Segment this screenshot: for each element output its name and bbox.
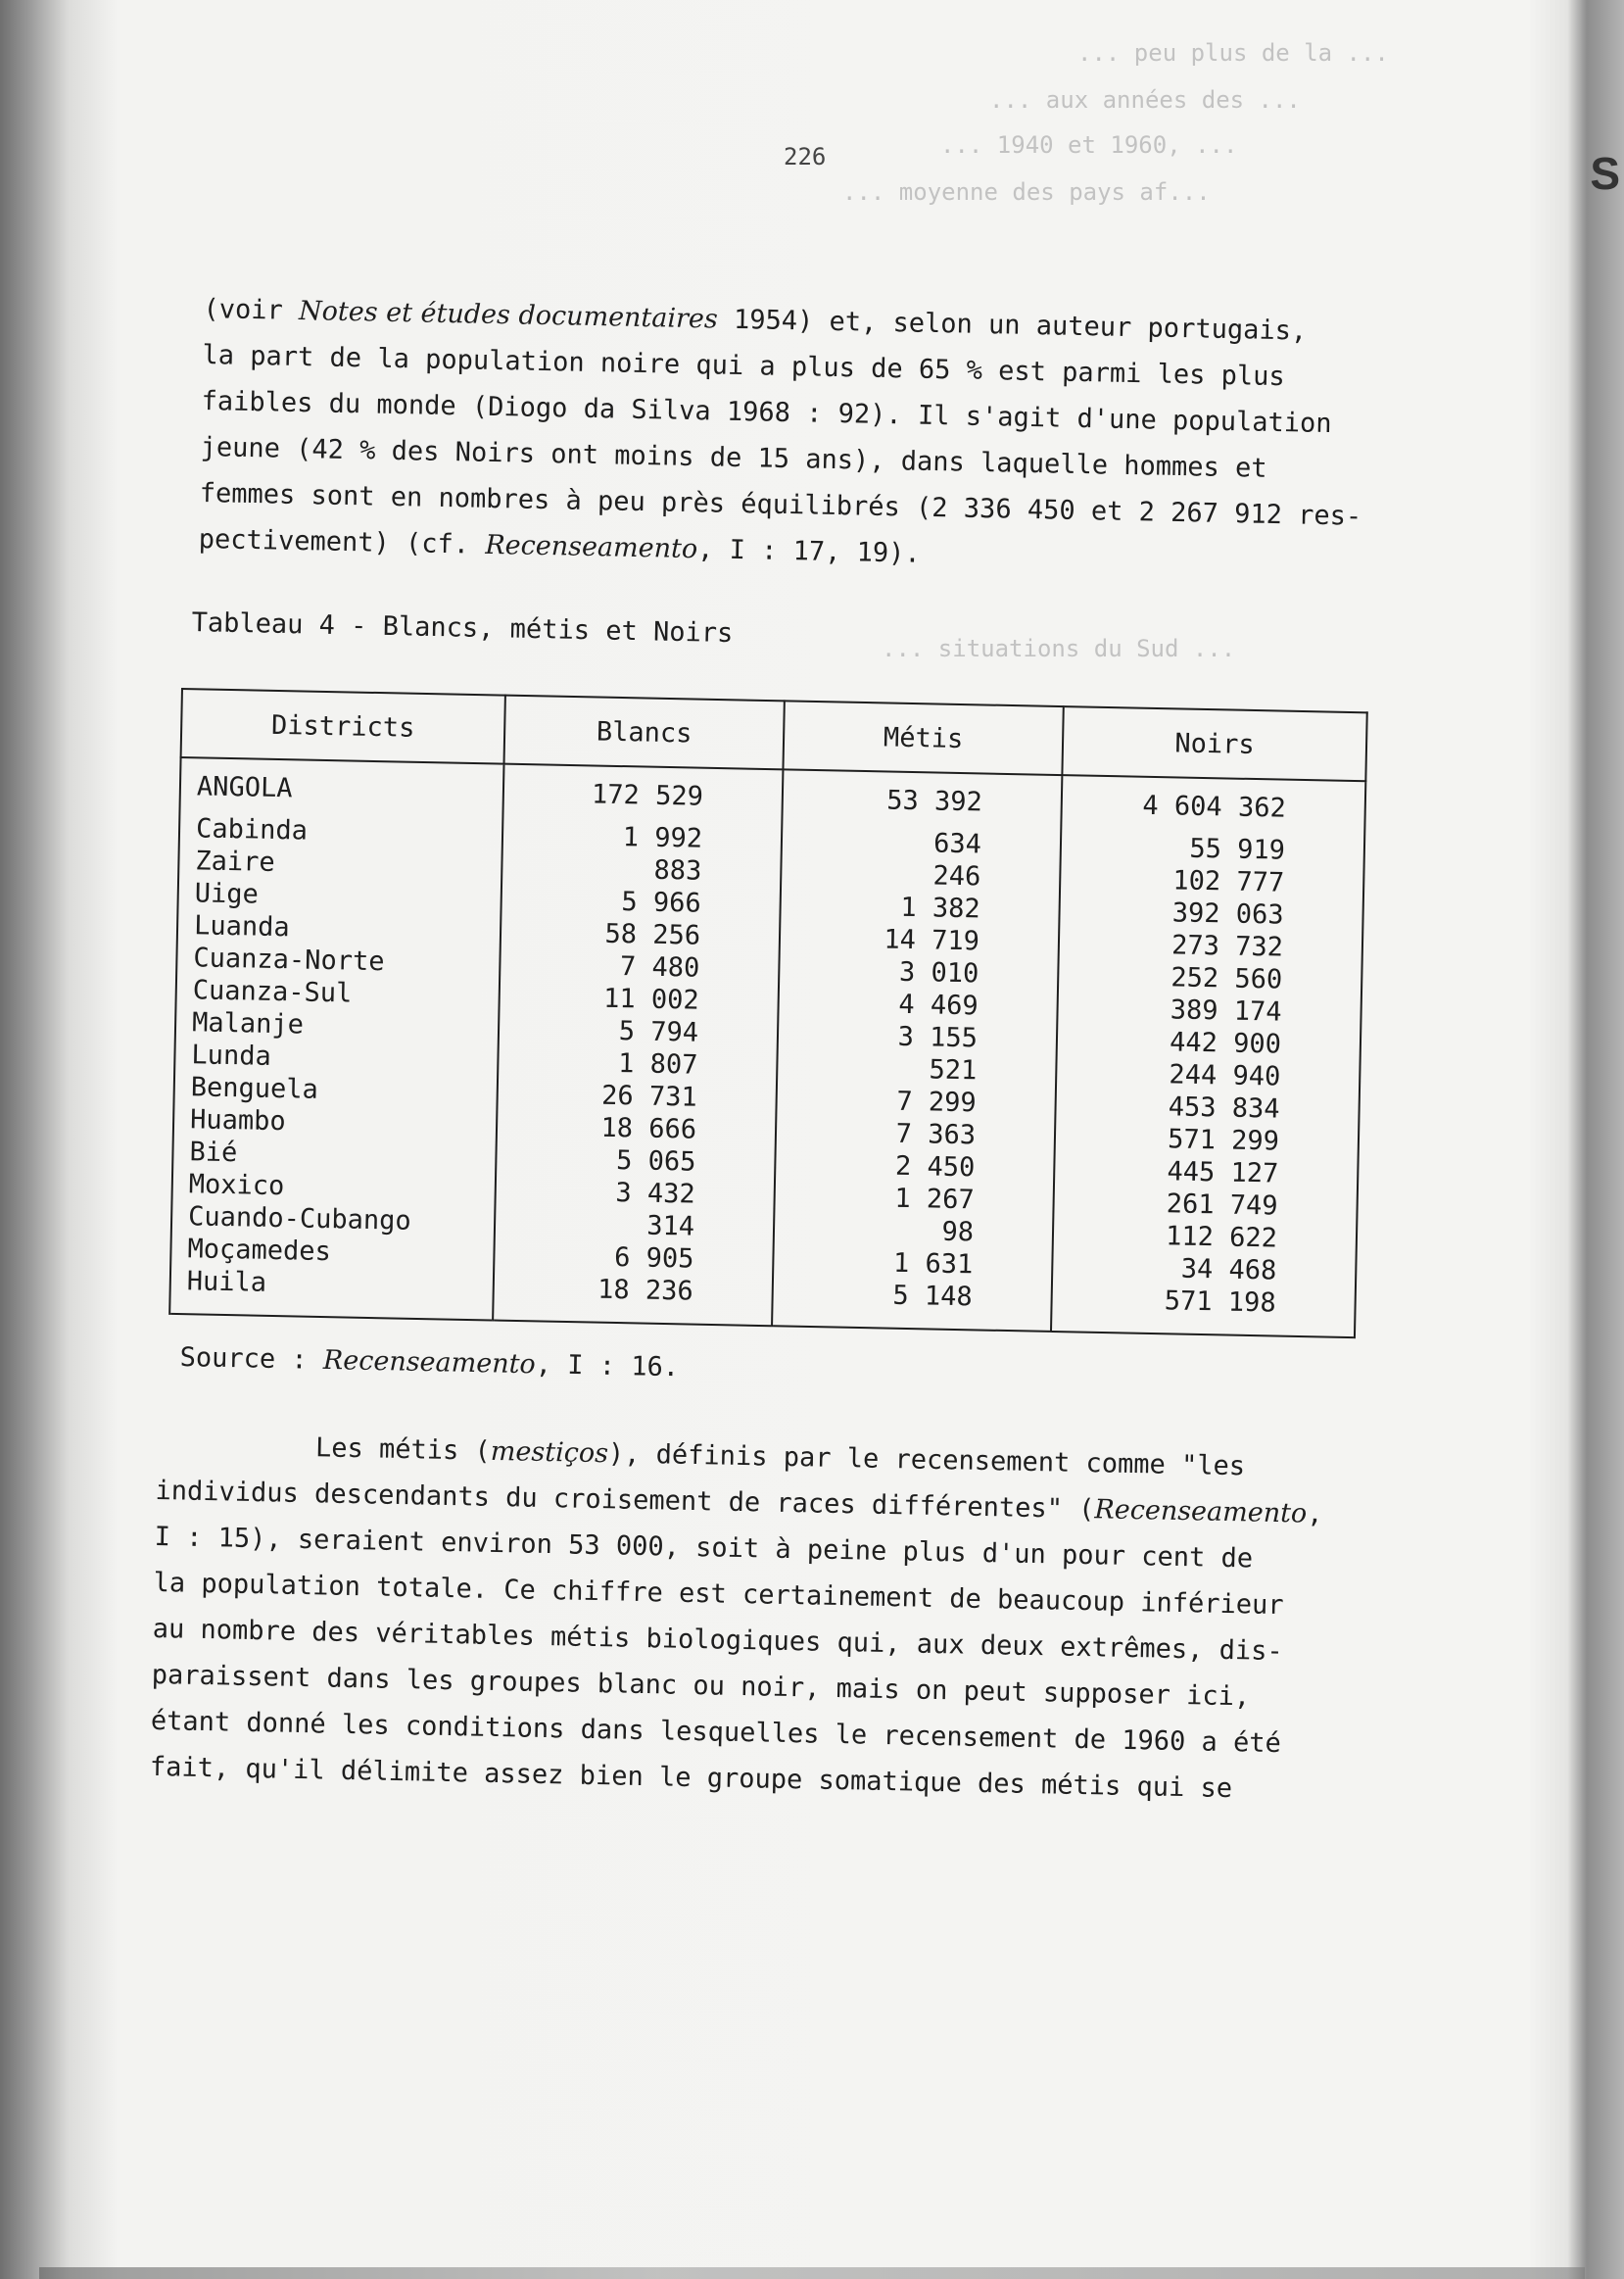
district-name: Cuanza-Sul xyxy=(192,975,353,1009)
paragraph-line: au nombre des véritables métis biologiques qui, aux deux extrêmes, dis- xyxy=(152,1613,1283,1668)
blancs-value: 18 236 xyxy=(597,1274,694,1307)
metis-value: 5 148 xyxy=(892,1280,973,1313)
angola-noirs: 4 604 362 xyxy=(1142,790,1287,824)
metis-value: 1 631 xyxy=(892,1247,974,1281)
district-name: Cabinda xyxy=(195,813,309,847)
angola-metis: 53 392 xyxy=(885,785,983,818)
blancs-value: 883 xyxy=(653,854,702,887)
blancs-value: 18 666 xyxy=(600,1112,697,1145)
paragraph-line: fait, qu'il délimite assez bien le groupe somatique des métis qui se xyxy=(149,1751,1233,1805)
district-name: Moxico xyxy=(188,1169,285,1202)
metis-value: 634 xyxy=(932,828,982,860)
header-metis: Métis xyxy=(783,701,1063,775)
district-name: Moçamedes xyxy=(187,1234,332,1268)
district-name: Uige xyxy=(194,878,260,910)
population-table xyxy=(168,688,1366,1338)
metis-value: 2 450 xyxy=(894,1150,976,1184)
page-number: 226 xyxy=(784,143,827,170)
table-source: Source : Recenseamento, I : 16. xyxy=(179,1342,680,1383)
district-name: Cuando-Cubango xyxy=(187,1201,412,1236)
metis-value: 521 xyxy=(929,1054,978,1087)
metis-value: 3 010 xyxy=(898,956,979,990)
paragraph-line: faibles du monde (Diogo da Silva 1968 : 92). Il s'agit d'une population xyxy=(201,385,1332,440)
noirs-value: 273 732 xyxy=(1170,930,1284,963)
noirs-value: 445 127 xyxy=(1167,1156,1279,1189)
paragraph-line: I : 15), seraient environ 53 000, soit à peine plus d'un pour cent de xyxy=(154,1521,1254,1575)
paragraph-line: individus descendants du croisement de races différentes" (Recenseamento, xyxy=(155,1475,1323,1529)
noirs-value: 392 063 xyxy=(1171,897,1284,931)
paragraph-line: femmes sont en nombres à peu près équilibrés (2 336 450 et 2 267 912 res- xyxy=(199,477,1362,532)
noirs-value: 55 919 xyxy=(1189,833,1286,866)
paragraph-line: Les métis (mestiços), définis par le recensement comme "les xyxy=(156,1429,1246,1482)
blancs-value: 26 731 xyxy=(600,1080,698,1113)
metis-value: 246 xyxy=(932,860,981,893)
district-name: Malanje xyxy=(191,1007,305,1041)
metis-value: 3 155 xyxy=(897,1021,979,1054)
district-name: Lunda xyxy=(191,1040,272,1072)
paragraph-line: la population totale. Ce chiffre est certainement de beaucoup inférieur xyxy=(153,1567,1284,1622)
header-noirs: Noirs xyxy=(1062,706,1366,781)
bleed-through-line: ... peu plus de la ... xyxy=(1077,39,1389,67)
blancs-value: 3 432 xyxy=(615,1178,696,1210)
bleed-through-line: ... moyenne des pays af... xyxy=(842,178,1211,206)
blancs-value: 314 xyxy=(645,1210,695,1242)
noirs-value: 34 468 xyxy=(1180,1253,1277,1286)
district-name: Benguela xyxy=(190,1072,319,1105)
paragraph-line: jeune (42 % des Noirs ont moins de 15 ans), dans laquelle hommes et xyxy=(200,431,1267,484)
blancs-value: 7 480 xyxy=(619,951,700,984)
metis-value: 1 382 xyxy=(900,892,980,925)
paragraph-line: étant donné les conditions dans lesquelles le recensement de 1960 a été xyxy=(150,1705,1282,1760)
district-name: Huila xyxy=(186,1266,267,1298)
district-name: Luanda xyxy=(193,910,290,944)
noirs-value: 112 622 xyxy=(1165,1221,1278,1254)
noirs-value: 261 749 xyxy=(1166,1188,1278,1222)
noirs-value: 571 299 xyxy=(1167,1124,1280,1157)
angola-blancs: 172 529 xyxy=(591,779,704,812)
paragraph-1 xyxy=(198,286,1427,587)
paragraph-line: la part de la population noire qui a plus de 65 % est parmi les plus xyxy=(202,339,1286,393)
paragraph-line: (voir Notes et études documentaires 1954) et, selon un auteur portugais, xyxy=(203,293,1308,347)
blancs-column xyxy=(493,764,783,1327)
noirs-value: 442 900 xyxy=(1169,1027,1282,1060)
blancs-value: 5 065 xyxy=(615,1145,696,1178)
district-name: Cuanza-Norte xyxy=(193,943,385,978)
scan-edge-bar xyxy=(39,2267,1585,2279)
noirs-value: 389 174 xyxy=(1170,994,1282,1028)
blancs-value: 58 256 xyxy=(604,918,701,951)
noirs-value: 252 560 xyxy=(1170,962,1283,995)
district-name: Zaire xyxy=(195,846,276,878)
header-districts: Districts xyxy=(181,689,505,764)
metis-value: 98 xyxy=(941,1216,975,1248)
noirs-value: 453 834 xyxy=(1168,1091,1280,1125)
blancs-value: 5 794 xyxy=(618,1016,699,1048)
blancs-value: 6 905 xyxy=(613,1241,694,1275)
blancs-value: 11 002 xyxy=(602,983,700,1016)
blancs-value: 5 966 xyxy=(621,887,701,919)
noirs-column xyxy=(1051,775,1365,1337)
district-name: Huambo xyxy=(189,1104,286,1138)
noirs-value: 244 940 xyxy=(1169,1059,1281,1092)
table-caption: Tableau 4 - Blancs, métis et Noirs xyxy=(191,607,734,650)
metis-column xyxy=(772,769,1062,1332)
metis-value: 7 299 xyxy=(896,1086,977,1119)
metis-value: 7 363 xyxy=(895,1118,977,1151)
districts-column xyxy=(169,757,503,1321)
metis-value: 14 719 xyxy=(884,924,980,957)
header-blancs: Blancs xyxy=(504,696,785,770)
bleed-through-line: ... situations du Sud ... xyxy=(882,635,1236,662)
metis-value: 4 469 xyxy=(898,989,979,1022)
paragraph-line: pectivement) (cf. Recenseamento, I : 17, 19). xyxy=(198,523,921,569)
blancs-value: 1 807 xyxy=(617,1048,698,1081)
metis-value: 1 267 xyxy=(894,1183,975,1216)
district-name: Bié xyxy=(189,1137,238,1169)
paragraph-2 xyxy=(149,1422,1380,1815)
noirs-value: 102 777 xyxy=(1172,865,1285,898)
edge-mark: S xyxy=(1590,148,1620,199)
bleed-through-line: ... 1940 et 1960, ... xyxy=(940,131,1238,159)
bleed-through-line: ... aux années des ... xyxy=(989,86,1301,114)
noirs-value: 571 198 xyxy=(1164,1285,1276,1319)
paragraph-line: paraissent dans les groupes blanc ou noir, mais on peut supposer ici, xyxy=(151,1659,1251,1713)
angola-label: ANGOLA xyxy=(196,771,293,804)
blancs-value: 1 992 xyxy=(622,822,703,854)
